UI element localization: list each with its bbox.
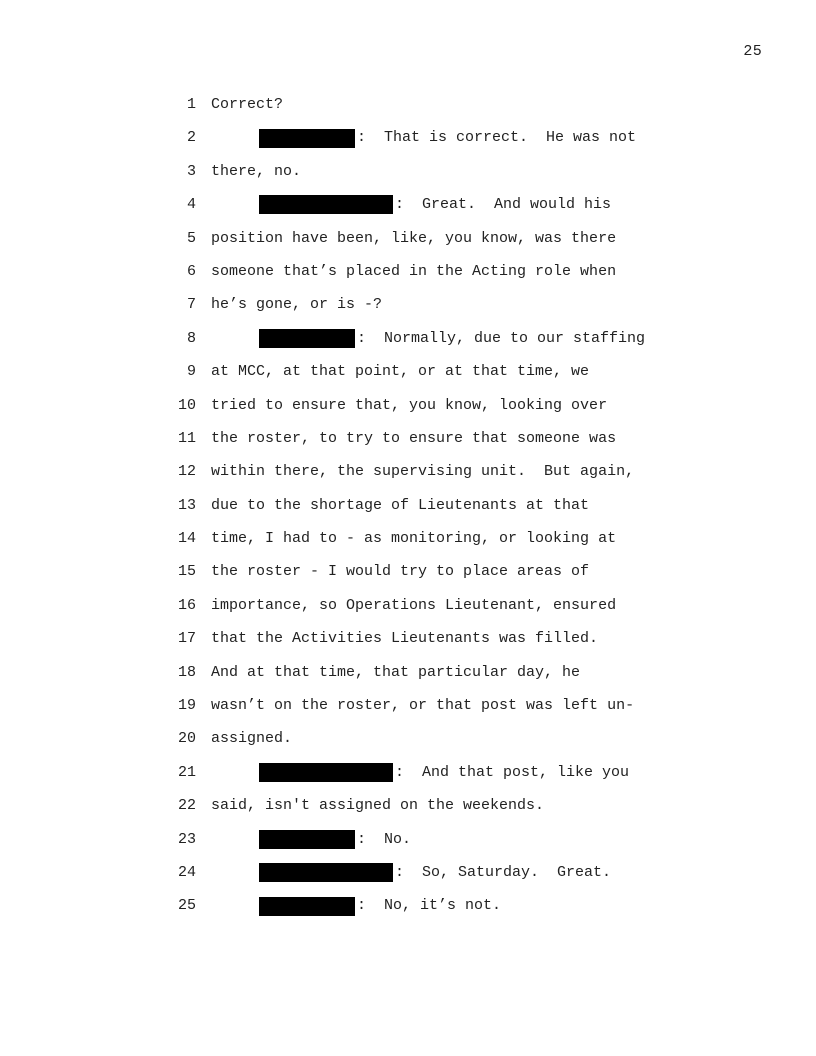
- speaker-turn: [259, 121, 636, 154]
- line-text: someone that’s placed in the Acting role when: [211, 262, 617, 280]
- transcript-line: [0, 88, 816, 121]
- line-number: 23: [177, 830, 196, 848]
- line-number: 16: [177, 596, 196, 614]
- line-number: 18: [177, 663, 196, 681]
- speaker-turn: [259, 322, 645, 355]
- line-number: 24: [177, 863, 196, 881]
- transcript-line: [0, 555, 816, 588]
- transcript-line: [0, 422, 816, 455]
- line-number: 20: [177, 730, 196, 748]
- transcript-line: [0, 789, 816, 822]
- line-number: 9: [186, 363, 196, 381]
- line-number: 11: [177, 429, 196, 447]
- line-text: he’s gone, or is -?: [211, 296, 383, 314]
- transcript-line: [0, 288, 816, 321]
- line-number: 7: [186, 296, 196, 314]
- transcript-line: [0, 322, 816, 355]
- redacted-speaker-name: [259, 329, 355, 348]
- speaker-turn: [259, 889, 501, 922]
- line-number: 14: [177, 530, 196, 548]
- line-text: due to the shortage of Lieutenants at that: [211, 496, 590, 514]
- speaker-turn: [259, 856, 611, 889]
- transcript-line: [0, 722, 816, 755]
- speaker-turn: [259, 756, 629, 789]
- line-text: Correct?: [211, 96, 284, 113]
- transcript-line: [0, 589, 816, 622]
- line-number: 8: [186, 329, 196, 347]
- line-text: the roster, to try to ensure that someone was: [211, 429, 617, 447]
- transcript-body: [0, 88, 816, 923]
- transcript-line: [0, 889, 816, 922]
- line-number: 19: [177, 697, 196, 715]
- transcript-line: [0, 255, 816, 288]
- line-number: 21: [177, 763, 196, 781]
- transcript-line: [0, 622, 816, 655]
- line-text: importance, so Operations Lieutenant, ensured: [211, 596, 617, 614]
- transcript-line: [0, 522, 816, 555]
- redacted-speaker-name: [259, 129, 355, 148]
- transcript-line: [0, 155, 816, 188]
- transcript-line: [0, 188, 816, 221]
- line-number: 22: [177, 797, 196, 815]
- transcript-line: [0, 389, 816, 422]
- line-text: at MCC, at that point, or at that time, we: [211, 363, 590, 381]
- transcript-line: [0, 222, 816, 255]
- speech-text: : No, it’s not.: [357, 897, 502, 915]
- redacted-speaker-name: [259, 763, 393, 782]
- line-number: 6: [186, 262, 196, 280]
- line-number: 5: [186, 229, 196, 247]
- speech-text: : So, Saturday. Great.: [395, 863, 612, 881]
- redacted-speaker-name: [259, 897, 355, 916]
- speech-text: : Normally, due to our staffing: [357, 329, 646, 347]
- line-text: that the Activities Lieutenants was filled.: [211, 630, 599, 648]
- line-number: 3: [186, 162, 196, 180]
- line-number: 1: [186, 96, 196, 113]
- line-number: 25: [177, 897, 196, 915]
- line-number: 10: [177, 396, 196, 414]
- redacted-speaker-name: [259, 830, 355, 849]
- redacted-speaker-name: [259, 195, 393, 214]
- speaker-turn: [259, 823, 411, 856]
- transcript-line: [0, 656, 816, 689]
- line-number: 4: [186, 196, 196, 214]
- speech-text: : That is correct. He was not: [357, 129, 637, 147]
- line-number: 12: [177, 463, 196, 481]
- transcript-line: [0, 856, 816, 889]
- line-number: 15: [177, 563, 196, 581]
- transcript-line: [0, 689, 816, 722]
- line-text: there, no.: [211, 162, 302, 180]
- line-text: tried to ensure that, you know, looking over: [211, 396, 608, 414]
- line-text: wasn’t on the roster, or that post was left un-: [211, 697, 635, 715]
- line-text: the roster - I would try to place areas of: [211, 563, 590, 581]
- line-text: And at that time, that particular day, he: [211, 663, 581, 681]
- transcript-line: [0, 455, 816, 488]
- transcript-line: [0, 121, 816, 154]
- transcript-line: [0, 489, 816, 522]
- line-number: 2: [186, 129, 196, 147]
- transcript-line: [0, 756, 816, 789]
- redacted-speaker-name: [259, 863, 393, 882]
- line-text: said, isn't assigned on the weekends.: [211, 797, 545, 815]
- line-text: within there, the supervising unit. But again,: [211, 463, 635, 481]
- speech-text: : No.: [357, 830, 412, 848]
- transcript-line: [0, 823, 816, 856]
- transcript-line: [0, 355, 816, 388]
- line-text: time, I had to - as monitoring, or looking at: [211, 530, 617, 548]
- line-number: 17: [177, 630, 196, 648]
- speech-text: : And that post, like you: [395, 763, 630, 781]
- line-number: 13: [177, 496, 196, 514]
- line-text: assigned.: [211, 730, 293, 748]
- line-text: position have been, like, you know, was there: [211, 229, 617, 247]
- speaker-turn: [259, 188, 611, 221]
- page-number: 25: [743, 43, 762, 60]
- speech-text: : Great. And would his: [395, 196, 612, 214]
